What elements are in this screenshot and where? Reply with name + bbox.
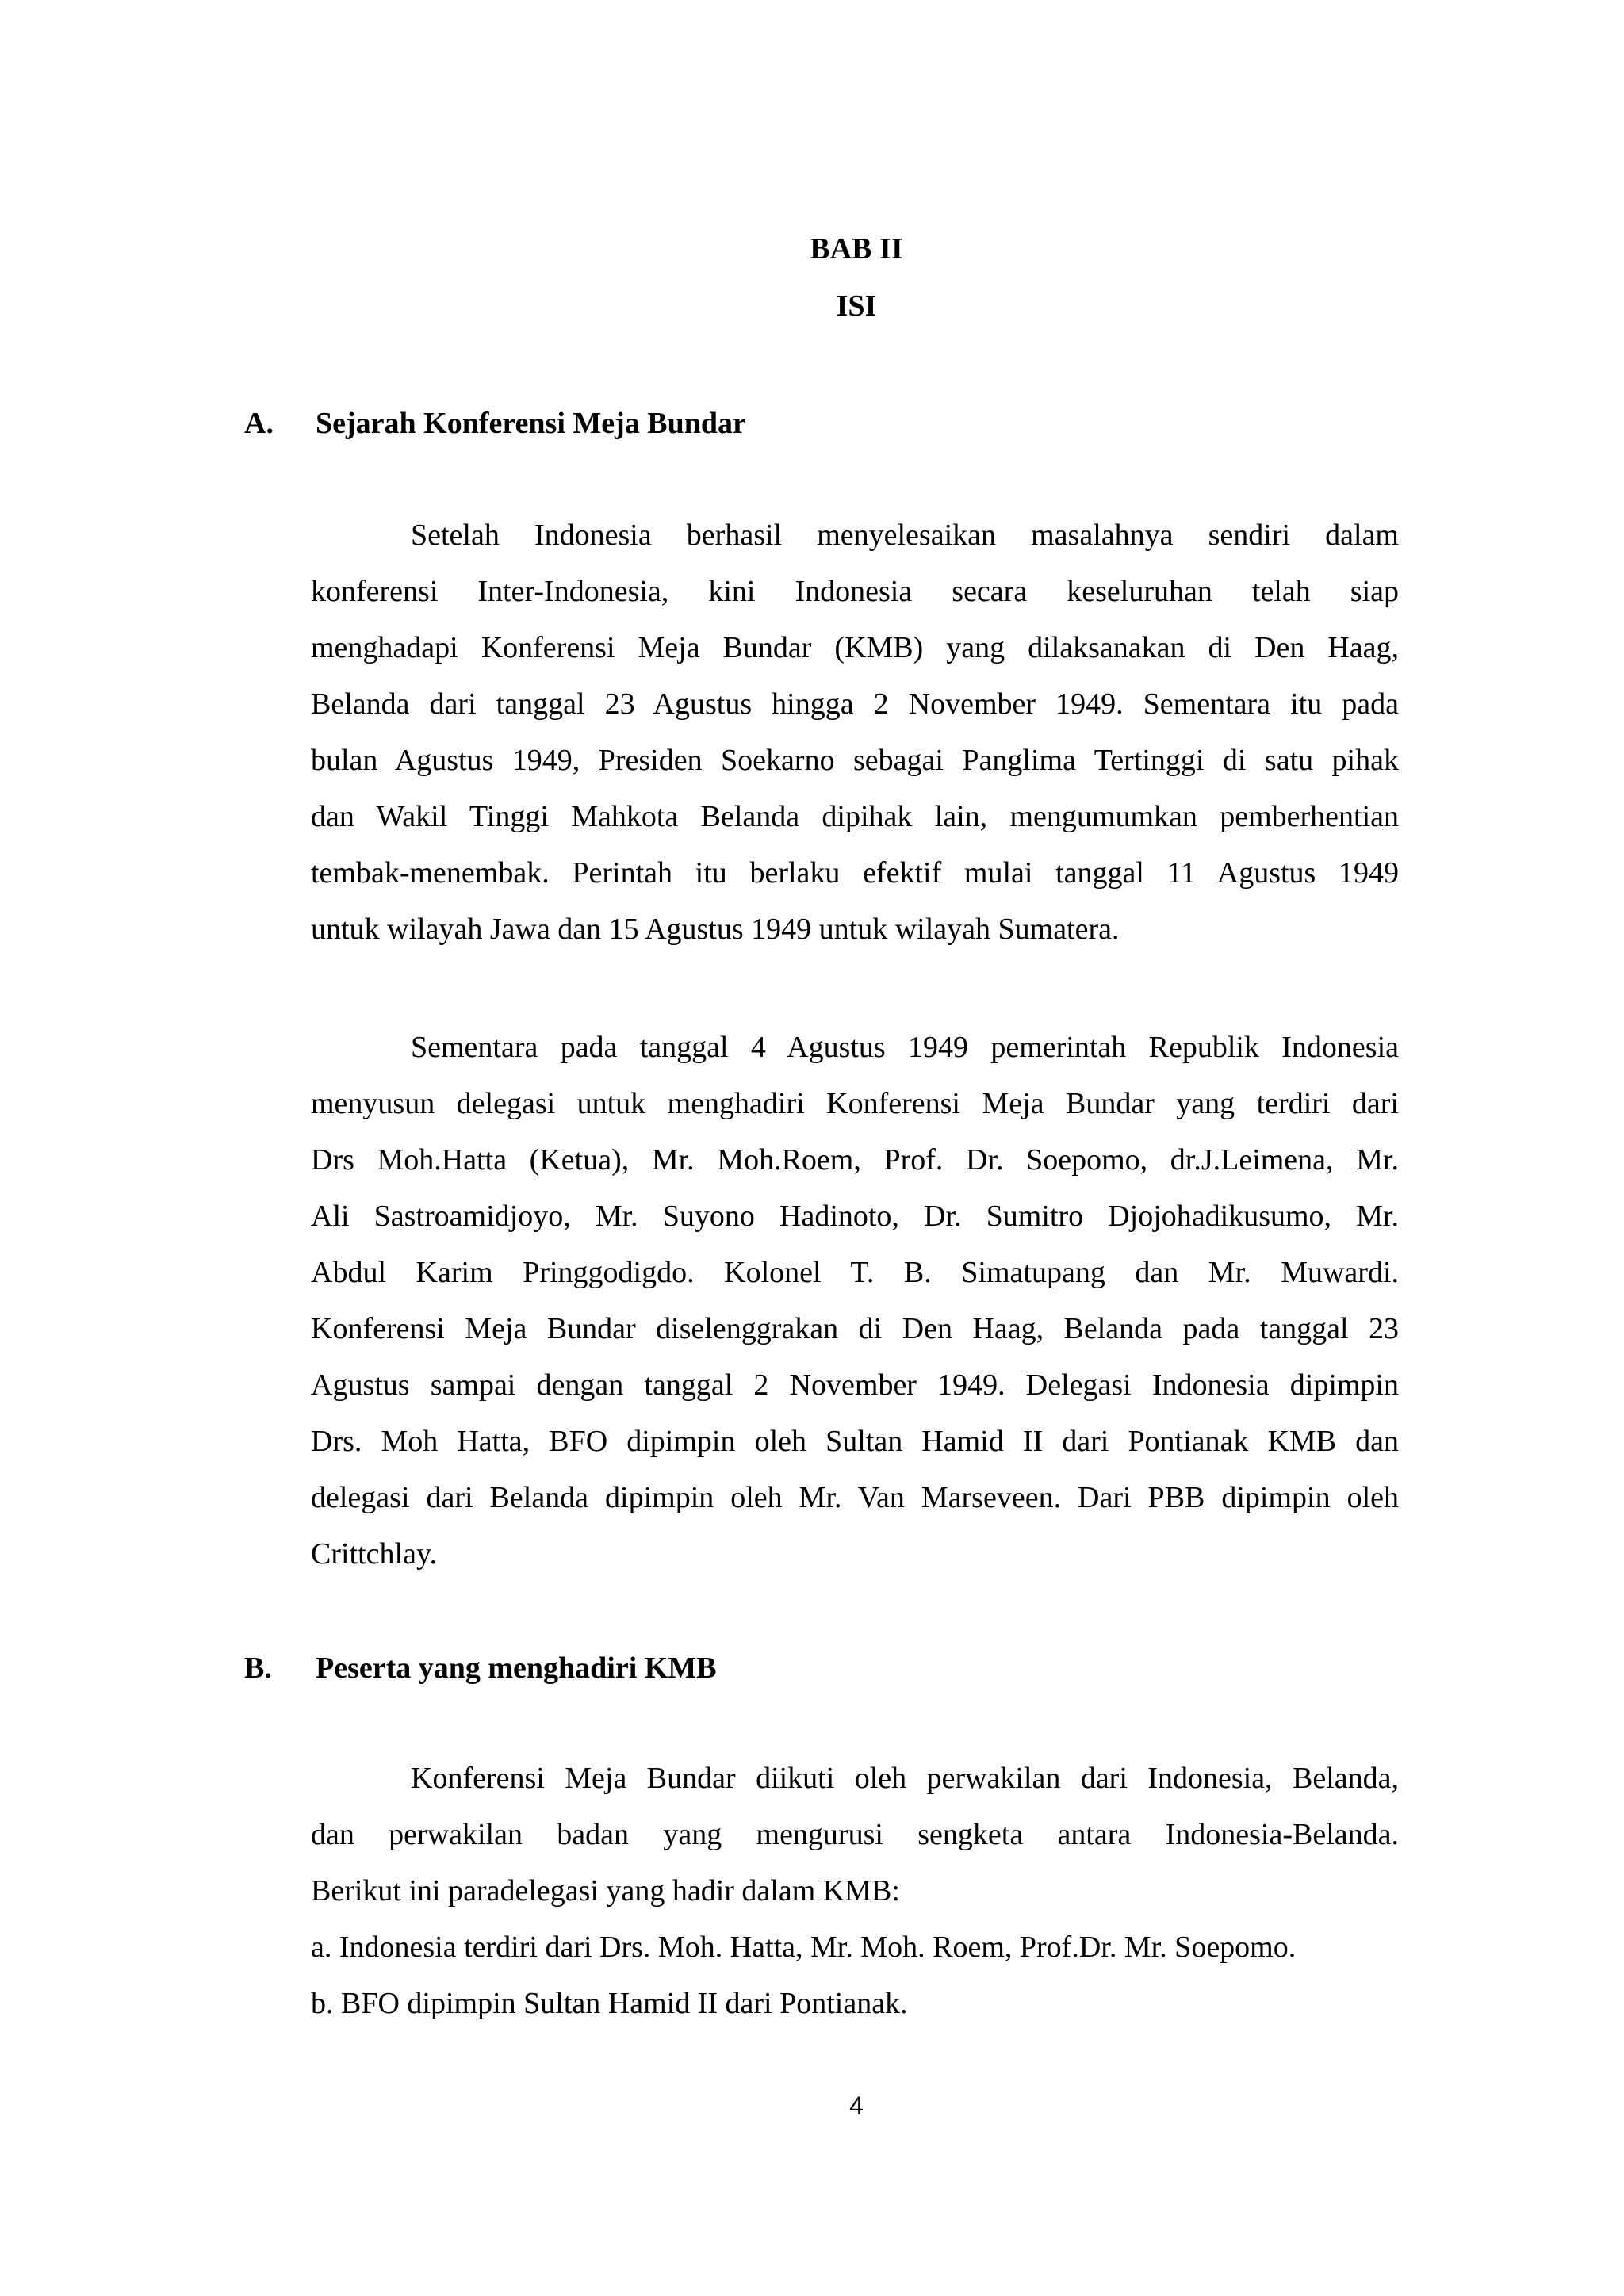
paragraph-line: menyusun delegasi untuk menghadiri Konferensi Meja Bundar yang terdiri dari — [311, 1087, 1399, 1120]
section-b-title: Peserta yang menghadiri KMB — [316, 1651, 717, 1685]
paragraph-line: menghadapi Konferensi Meja Bundar (KMB) yang dilaksanakan di Den Haag, — [311, 631, 1399, 664]
paragraph-line: Drs Moh.Hatta (Ketua), Mr. Moh.Roem, Prof. Dr. Soepomo, dr.J.Leimena, Mr. — [311, 1143, 1399, 1177]
paragraph-line: Berikut ini paradelegasi yang hadir dalam KMB: — [311, 1874, 900, 1908]
list-item: a. Indonesia terdiri dari Drs. Moh. Hatta, Mr. Moh. Roem, Prof.Dr. Mr. Soepomo. — [311, 1931, 1297, 1964]
section-a-heading — [244, 406, 746, 441]
section-a-paragraph-2 — [311, 1020, 1399, 1582]
paragraph-line: bulan Agustus 1949, Presiden Soekarno sebagai Panglima Tertinggi di satu pihak — [311, 744, 1399, 777]
section-a-letter: A. — [244, 407, 274, 440]
section-b-letter: B. — [244, 1651, 272, 1685]
paragraph-line: delegasi dari Belanda dipimpin oleh Mr. Van Marseveen. Dari PBB dipimpin oleh — [311, 1481, 1399, 1514]
list-item: b. BFO dipimpin Sultan Hamid II dari Pontianak. — [311, 1987, 908, 2020]
section-a-paragraph-1 — [311, 507, 1399, 958]
paragraph-line: Konferensi Meja Bundar diselenggrakan di Den Haag, Belanda pada tanggal 23 — [311, 1312, 1399, 1345]
paragraph-line: Agustus sampai dengan tanggal 2 November 1949. Delegasi Indonesia dipimpin — [311, 1368, 1399, 1402]
page-number: 4 — [849, 2091, 864, 2120]
paragraph-line: dan Wakil Tinggi Mahkota Belanda dipihak lain, mengumumkan pemberhentian — [311, 800, 1399, 833]
paragraph-line: Setelah Indonesia berhasil menyelesaikan masalahnya sendiri dalam — [411, 519, 1399, 552]
paragraph-line: Crittchlay. — [311, 1537, 437, 1571]
paragraph-line: Drs. Moh Hatta, BFO dipimpin oleh Sultan Hamid II dari Pontianak KMB dan — [311, 1425, 1399, 1458]
chapter-number: BAB II — [810, 232, 903, 266]
section-b-paragraph-1 — [311, 1751, 1399, 2032]
paragraph-line: konferensi Inter-Indonesia, kini Indonesia secara keseluruhan telah siap — [311, 575, 1399, 608]
chapter-title: ISI — [836, 289, 877, 323]
paragraph-line: Ali Sastroamidjoyo, Mr. Suyono Hadinoto, Dr. Sumitro Djojohadikusumo, Mr. — [311, 1200, 1399, 1233]
section-b-heading — [244, 1651, 717, 1686]
paragraph-line: untuk wilayah Jawa dan 15 Agustus 1949 untuk wilayah Sumatera. — [311, 913, 1120, 946]
paragraph-line: Belanda dari tanggal 23 Agustus hingga 2 November 1949. Sementara itu pada — [311, 687, 1399, 721]
paragraph-line: Abdul Karim Pringgodigdo. Kolonel T. B. Simatupang dan Mr. Muwardi. — [311, 1256, 1399, 1289]
paragraph-line: tembak-menembak. Perintah itu berlaku efektif mulai tanggal 11 Agustus 1949 — [311, 856, 1399, 890]
paragraph-line: Sementara pada tanggal 4 Agustus 1949 pemerintah Republik Indonesia — [411, 1031, 1399, 1064]
paragraph-line: Konferensi Meja Bundar diikuti oleh perwakilan dari Indonesia, Belanda, — [411, 1762, 1399, 1795]
paragraph-line: dan perwakilan badan yang mengurusi sengketa antara Indonesia-Belanda. — [311, 1818, 1399, 1851]
section-a-title: Sejarah Konferensi Meja Bundar — [316, 407, 746, 440]
